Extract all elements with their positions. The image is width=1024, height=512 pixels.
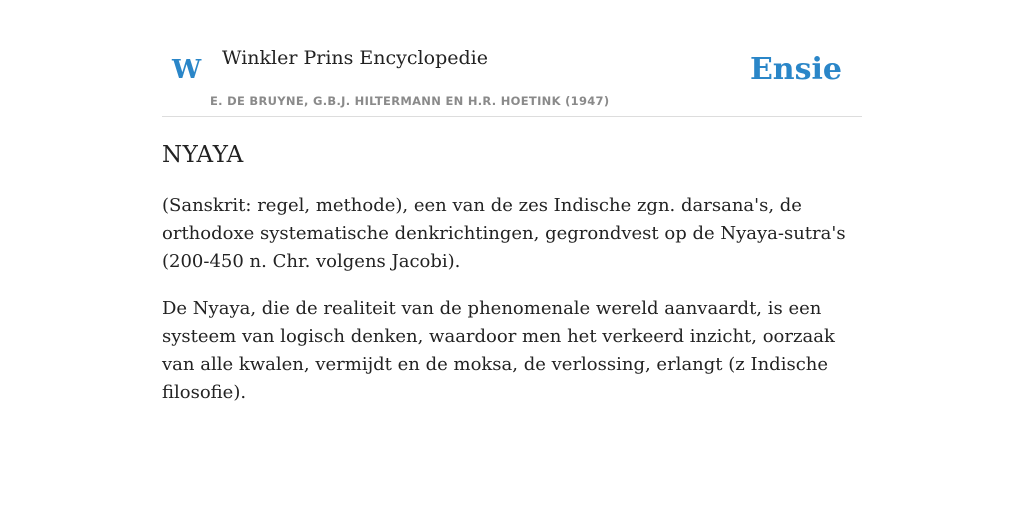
publication-authors: E. DE BRUYNE, G.B.J. HILTERMANN EN H.R. HOETINK (1947) — [210, 94, 610, 108]
ensie-logo-link[interactable]: Ensie — [749, 52, 842, 87]
publication-title[interactable]: Winkler Prins Encyclopedie — [222, 47, 488, 69]
article-paragraph: De Nyaya, die de realiteit van de phenomenale wereld aanvaardt, is een systeem van logisch denken, waardoor men het verkeerd inzicht, oorzaak van alle kwalen, vermijdt en de moksa, de verlossing, erlangt (z Indische filosofie). — [162, 298, 835, 403]
article-body — [162, 192, 862, 426]
publication-logo[interactable]: W — [172, 55, 202, 85]
site-header — [162, 0, 862, 117]
article-title: NYAYA — [162, 142, 244, 168]
article-paragraph: (Sanskrit: regel, methode), een van de zes Indische zgn. darsana's, de orthodoxe systematische denkrichtingen, gegrondvest op de Nyaya-sutra's (200-450 n. Chr. volgens Jacobi). — [162, 195, 846, 272]
page-container — [162, 0, 862, 403]
